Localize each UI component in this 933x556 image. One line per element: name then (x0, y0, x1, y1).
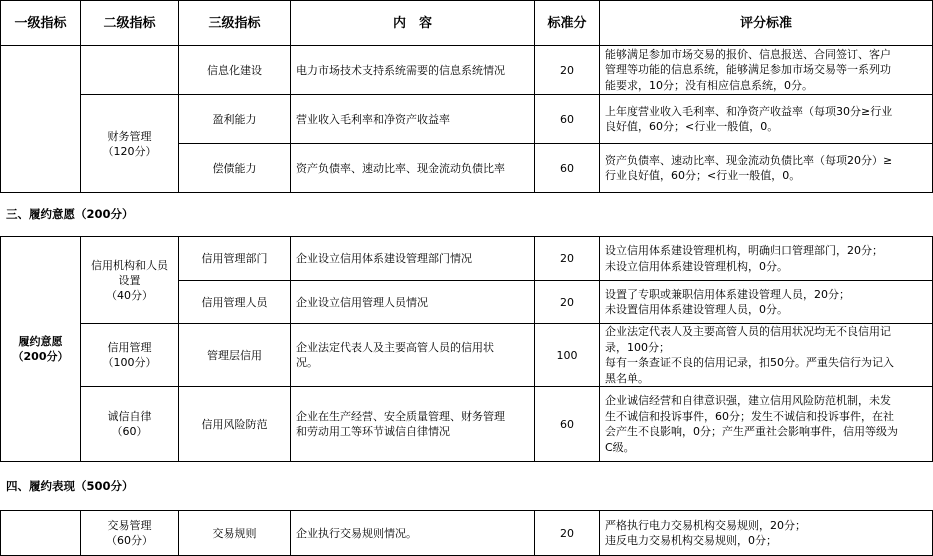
profit-criteria (599, 94, 933, 144)
mgmt-content-line: 况。 (296, 356, 318, 369)
org-level2-name: 信用机构和人员 (91, 258, 168, 272)
staff-content (290, 280, 535, 324)
dept-content-text: 企业设立信用体系建设管理部门情况 (296, 252, 472, 265)
trade-content-text: 企业执行交易规则情况。 (296, 526, 417, 540)
solvency-criteria-block (605, 153, 892, 184)
info-criteria-line: 能够满足参加市场交易的报价、信息报送、合同签订、客户 (605, 47, 891, 61)
info-level3-text: 信息化建设 (207, 63, 262, 77)
staff-content-text: 企业设立信用管理人员情况 (296, 295, 428, 309)
integrity-criteria-line: 生不诚信和投诉事件，60分；发生不诚信和投诉事件，在社 (605, 409, 894, 423)
staff-criteria-line: 未设置信用体系建设管理人员，0分。 (605, 303, 788, 316)
trade-level2-name: 交易管理 (107, 519, 152, 532)
header-level1-text: 一级指标 (14, 15, 67, 31)
org-level2 (80, 236, 179, 324)
solvency-content-text: 资产负债率、速动比率、现金流动负债比率 (296, 161, 505, 175)
staff-score (534, 280, 600, 324)
staff-criteria-block (605, 287, 850, 318)
integrity-score (534, 386, 600, 462)
integrity-criteria-line: C级。 (605, 440, 635, 454)
dept-criteria (599, 236, 933, 281)
profit-criteria-line: 上年度营业收入毛利率、和净资产收益率（每项30分≥行业 (605, 104, 893, 118)
dept-level3 (178, 236, 291, 281)
header-criteria (599, 0, 933, 46)
header-standard-text: 标准分 (547, 15, 587, 31)
mgmt-criteria-line: 黑名单。 (605, 371, 649, 385)
profit-criteria-line: 良好值，60分；<行业一般值，0。 (605, 120, 779, 133)
header-content (290, 0, 535, 46)
dept-criteria-block (605, 243, 883, 274)
finance-level2-block (103, 129, 157, 159)
header-level3-text: 三级指标 (208, 15, 261, 31)
solvency-level3-text: 偿债能力 (212, 161, 257, 175)
header-criteria-text: 评分标准 (739, 15, 792, 31)
profit-level3-text: 盈利能力 (212, 112, 257, 126)
info-criteria-line: 管理等功能的信息系统，能够满足参加市场交易等一系列功 (605, 63, 891, 77)
mgmt-level2-name: 信用管理 (107, 341, 152, 354)
trade-score (534, 510, 600, 556)
profit-level3 (178, 94, 291, 144)
profit-criteria-block (605, 104, 892, 135)
info-criteria-line: 能要求，10分；没有相应信息系统，0分。 (605, 78, 813, 92)
integrity-level2-name: 诚信自律 (107, 410, 152, 423)
trade-level2-score: （60分） (106, 534, 153, 547)
info-criteria (599, 45, 933, 95)
trade-criteria (599, 510, 933, 556)
dept-score-text: 20 (560, 252, 574, 265)
integrity-level3-text: 信用风险防范 (201, 417, 268, 431)
finance-level2 (80, 94, 179, 193)
solvency-score (534, 143, 600, 193)
org-level2-score: （40分） (106, 288, 153, 302)
mgmt-criteria-block (605, 324, 894, 386)
staff-criteria (599, 280, 933, 324)
integrity-criteria-line: 会产生不良影响，0分；产生严重社会影响事件，信用等级为 (605, 425, 898, 438)
integrity-content-block (296, 409, 505, 439)
header-level3 (178, 0, 291, 46)
trade-level2-block (106, 518, 153, 548)
dept-criteria-line: 设立信用体系建设管理机构，明确归口管理部门，20分； (605, 244, 883, 257)
trade-level3-text: 交易规则 (212, 526, 257, 540)
mgmt-level3 (178, 323, 291, 387)
solvency-criteria-line: 行业良好值，60分；<行业一般值，0。 (605, 169, 801, 182)
profit-content-text: 营业收入毛利率和净资产收益率 (296, 112, 450, 126)
integrity-content-line: 和劳动用工等环节诚信自律情况 (296, 425, 450, 438)
org-level2-name2: 设置 (118, 273, 141, 287)
integrity-content (290, 386, 535, 462)
finance-level2-name: 财务管理 (107, 129, 152, 143)
profit-score-text: 60 (560, 112, 574, 126)
integrity-criteria-block (605, 393, 898, 455)
dept-content (290, 236, 535, 281)
section3-heading (0, 192, 933, 237)
section4-level1-empty (0, 510, 81, 556)
mgmt-criteria-line: 录，100分； (605, 340, 670, 354)
staff-level3-text: 信用管理人员 (201, 295, 268, 309)
dept-score (534, 236, 600, 281)
header-level2 (80, 0, 179, 46)
mgmt-criteria-line: 每有一条查证不良的信用记录，扣50分。严重失信行为记入 (605, 356, 894, 369)
staff-level3 (178, 280, 291, 324)
trade-criteria-line: 严格执行电力交易机构交易规则，20分； (605, 518, 806, 532)
section3-heading-text: 三、履约意愿（200分） (6, 207, 134, 221)
info-content (290, 45, 535, 95)
trade-level3 (178, 510, 291, 556)
staff-score-text: 20 (560, 295, 574, 309)
trade-content (290, 510, 535, 556)
info-score-text: 20 (560, 63, 574, 77)
solvency-criteria-line: 资产负债率、速动比率、现金流动负债比率（每项20分）≥ (605, 153, 893, 167)
mgmt-criteria (599, 323, 933, 387)
integrity-score-text: 60 (560, 417, 574, 431)
header-level1 (0, 0, 81, 46)
dept-criteria-line: 未设立信用体系建设管理机构，0分。 (605, 259, 788, 273)
mgmt-level3-text: 管理层信用 (207, 348, 262, 362)
solvency-criteria (599, 143, 933, 193)
org-level2-block (91, 258, 168, 303)
profit-content (290, 94, 535, 144)
mgmt-level2 (80, 323, 179, 387)
section3-level1-name: 履约意愿 (18, 335, 63, 348)
mgmt-content (290, 323, 535, 387)
integrity-criteria-line: 企业诚信经营和自律意识强，建立信用风险防范机制，未发 (605, 394, 891, 407)
section4-heading-text: 四、履约表现（500分） (6, 478, 134, 493)
section4-heading (0, 461, 933, 511)
finance-level2-score: （120分） (102, 144, 157, 158)
mgmt-criteria-line: 企业法定代表人及主要高管人员的信用状况均无不良信用记 (605, 325, 891, 338)
trade-criteria-line: 违反电力交易机构交易规则，0分； (605, 534, 777, 547)
section3-level1-block (13, 334, 69, 364)
trade-level2 (80, 510, 179, 556)
integrity-content-line: 企业在生产经营、安全质量管理、财务管理 (296, 410, 505, 423)
mgmt-content-line: 企业法定代表人及主要高管人员的信用状 (296, 341, 494, 354)
info-level3 (178, 45, 291, 95)
mgmt-level2-block (103, 340, 157, 370)
integrity-level2-score: （60） (111, 425, 148, 438)
info-content-text: 电力市场技术支持系统需要的信息系统情况 (296, 63, 505, 77)
dept-level3-text: 信用管理部门 (201, 252, 268, 265)
solvency-content (290, 143, 535, 193)
header-level2-text: 二级指标 (103, 15, 156, 31)
mgmt-content-block (296, 340, 494, 370)
integrity-criteria (599, 386, 933, 462)
mgmt-score-text: 100 (556, 348, 578, 362)
section3-level1 (0, 236, 81, 462)
trade-criteria-block (605, 518, 806, 549)
mgmt-level2-score: （100分） (102, 356, 157, 369)
trade-score-text: 20 (560, 526, 574, 540)
header-standard (534, 0, 600, 46)
level2-empty-cell (80, 45, 179, 95)
profit-score (534, 94, 600, 144)
mgmt-score (534, 323, 600, 387)
header-content-text: 内 容 (392, 15, 432, 31)
info-score (534, 45, 600, 95)
integrity-level2 (80, 386, 179, 462)
solvency-score-text: 60 (560, 161, 574, 175)
section3-level1-score: （200分） (12, 350, 69, 363)
integrity-level2-block (108, 409, 152, 439)
integrity-level3 (178, 386, 291, 462)
level1-empty-cell (0, 45, 81, 193)
staff-criteria-line: 设置了专职或兼职信用体系建设管理人员，20分； (605, 287, 850, 301)
solvency-level3 (178, 143, 291, 193)
info-criteria-block (605, 47, 891, 94)
